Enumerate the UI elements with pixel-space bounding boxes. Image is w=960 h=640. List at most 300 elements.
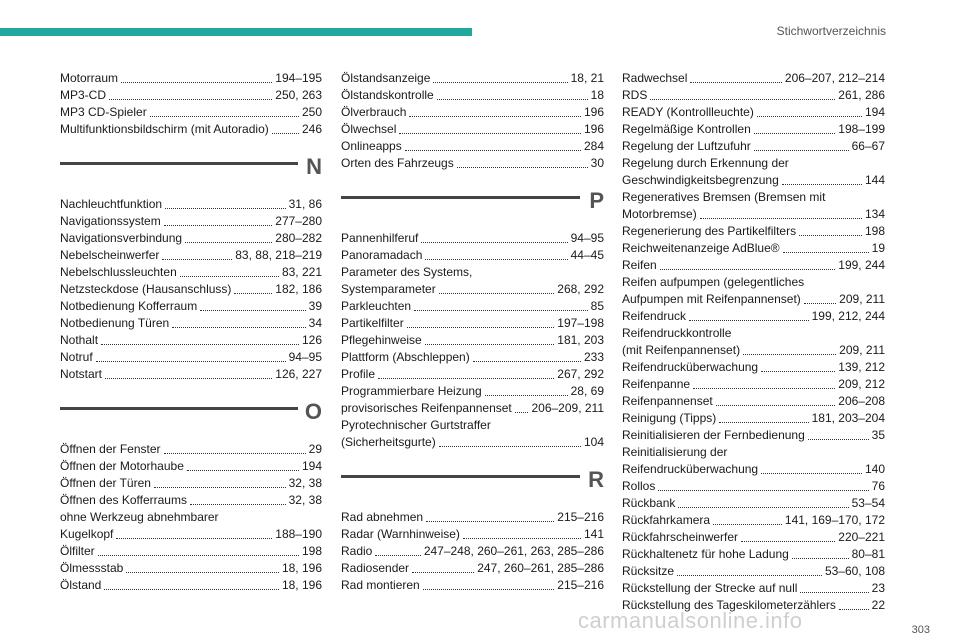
dot-leader <box>783 252 869 253</box>
entry-pages: 126, 227 <box>275 367 322 381</box>
index-entry[interactable] <box>341 400 604 417</box>
index-entry[interactable] <box>622 427 885 444</box>
entry-term: Rückfahrkamera <box>622 513 711 527</box>
index-entry[interactable] <box>60 315 322 332</box>
index-entry[interactable] <box>622 393 885 410</box>
dot-leader <box>172 327 305 328</box>
index-entry[interactable] <box>341 138 604 155</box>
entry-pages: 28, 69 <box>570 384 604 398</box>
entry-pages: 141 <box>583 527 604 541</box>
section-divider <box>60 407 298 410</box>
dot-leader <box>154 487 286 488</box>
index-entry[interactable] <box>60 230 322 247</box>
index-entry[interactable] <box>60 560 322 577</box>
index-entry[interactable] <box>622 70 885 87</box>
index-entry[interactable] <box>622 444 885 478</box>
dot-leader <box>378 378 554 379</box>
index-entry[interactable] <box>622 495 885 512</box>
page-title: Stichwortverzeichnis <box>776 24 886 38</box>
entry-term: Programmierbare Heizung <box>341 384 482 398</box>
dot-leader <box>677 575 822 576</box>
entry-term: Rückbank <box>622 496 676 510</box>
dot-leader <box>799 235 862 236</box>
dot-leader <box>234 293 272 294</box>
entry-term: Radar (Warnhinweise) <box>341 527 460 541</box>
dot-leader <box>425 344 555 345</box>
index-entry[interactable] <box>622 563 885 580</box>
dot-leader <box>437 99 588 100</box>
entry-pages: 206–209, 211 <box>531 401 604 415</box>
entry-pages: 280–282 <box>275 231 322 245</box>
index-entry[interactable] <box>341 349 604 366</box>
index-entry[interactable] <box>60 458 322 475</box>
dot-leader <box>200 310 305 311</box>
entry-term: Reinigung (Tipps) <box>622 411 717 425</box>
entry-term: Systemparameter <box>341 282 436 296</box>
dot-leader <box>101 344 299 345</box>
index-entry[interactable] <box>60 247 322 264</box>
entry-term: Motorbremse) <box>622 207 697 221</box>
entry-pages: 181, 203–204 <box>811 411 885 425</box>
entry-pages: 250, 263 <box>275 88 322 102</box>
entry-term-line: ohne Werkzeug abnehmbarer <box>60 510 219 524</box>
dot-leader <box>650 99 835 100</box>
entry-term: Öffnen der Türen <box>60 476 151 490</box>
entry-pages: 76 <box>871 479 885 493</box>
dot-leader <box>792 558 849 559</box>
index-entry[interactable] <box>341 560 604 577</box>
index-entry[interactable] <box>60 475 322 492</box>
entry-pages: 85 <box>590 299 604 313</box>
entry-term: Rückfahrscheinwerfer <box>622 530 739 544</box>
entry-pages: 198 <box>301 544 322 558</box>
entry-term: Notruf <box>60 350 93 364</box>
dot-leader <box>439 446 581 447</box>
index-entry[interactable] <box>622 529 885 546</box>
dot-leader <box>399 133 581 134</box>
entry-term: Ölfilter <box>60 544 95 558</box>
entry-pages: 83, 221 <box>281 265 322 279</box>
dot-leader <box>743 354 836 355</box>
entry-pages: 104 <box>583 435 604 449</box>
entry-term: MP3-CD <box>60 88 107 102</box>
entry-term: Regelung der Luftzufuhr <box>622 139 751 153</box>
dot-leader <box>98 555 299 556</box>
dot-leader <box>187 470 299 471</box>
dot-leader <box>719 422 808 423</box>
entry-pages: 206–208 <box>838 394 885 408</box>
dot-leader <box>689 320 809 321</box>
dot-leader <box>515 412 529 413</box>
entry-term: Reifenpanne <box>622 377 691 391</box>
entry-pages: 94–95 <box>288 350 322 364</box>
index-entry[interactable] <box>622 410 885 427</box>
entry-pages: 246 <box>301 122 322 136</box>
dot-leader <box>678 507 848 508</box>
entry-pages: 140 <box>864 462 885 476</box>
index-entry[interactable] <box>60 543 322 560</box>
entry-term: Reifendruck <box>622 309 687 323</box>
entry-term: Pflegehinweise <box>341 333 422 347</box>
dot-leader <box>693 388 835 389</box>
entry-pages: 22 <box>871 598 885 612</box>
index-entry[interactable] <box>60 213 322 230</box>
entry-term: Plattform (Abschleppen) <box>341 350 470 364</box>
entry-term: Navigationssystem <box>60 214 161 228</box>
entry-pages: 18, 21 <box>570 71 604 85</box>
entry-term: Nebelscheinwerfer <box>60 248 160 262</box>
index-entry[interactable] <box>341 526 604 543</box>
dot-leader <box>473 361 581 362</box>
entry-term: Ölwechsel <box>341 122 397 136</box>
index-entry[interactable] <box>622 257 885 274</box>
entry-pages: 53–60, 108 <box>824 564 885 578</box>
entry-pages: 196 <box>583 122 604 136</box>
entry-term: Notbedienung Türen <box>60 316 170 330</box>
entry-term: Nebelschlussleuchten <box>60 265 177 279</box>
entry-term: Rad abnehmen <box>341 510 424 524</box>
entry-pages: 247, 260–261, 285–286 <box>477 561 604 575</box>
header-accent-bar <box>0 28 472 36</box>
entry-term: Ölstand <box>60 578 102 592</box>
entry-term: Partikelfilter <box>341 316 404 330</box>
dot-leader <box>716 405 836 406</box>
entry-term: Netzsteckdose (Hausanschluss) <box>60 282 232 296</box>
entry-term: Rücksitze <box>622 564 675 578</box>
index-entry[interactable] <box>341 332 604 349</box>
entry-term: Navigationsverbindung <box>60 231 183 245</box>
entry-pages: 196 <box>583 105 604 119</box>
entry-term: Orten des Fahrzeugs <box>341 156 454 170</box>
entry-pages: 94–95 <box>570 231 604 245</box>
index-entry[interactable] <box>622 274 885 308</box>
entry-pages: 126 <box>301 333 322 347</box>
entry-term: Reifenpannenset <box>622 394 713 408</box>
section-header <box>60 154 322 192</box>
entry-term: Nothalt <box>60 333 99 347</box>
entry-term: Multifunktionsbildschirm (mit Autoradio) <box>60 122 269 136</box>
dot-leader <box>162 259 232 260</box>
section-header <box>60 399 322 437</box>
entry-term: Rückstellung des Tageskilometerzählers <box>622 598 836 612</box>
section-letter: N <box>306 154 322 179</box>
entry-term: Radwechsel <box>622 71 688 85</box>
entry-pages: 23 <box>871 581 885 595</box>
dot-leader <box>690 82 782 83</box>
index-column-3 <box>622 70 885 614</box>
entry-pages: 250 <box>301 105 322 119</box>
entry-pages: 18 <box>590 88 604 102</box>
dot-leader <box>150 116 299 117</box>
index-entry[interactable] <box>341 366 604 383</box>
index-entry[interactable] <box>60 281 322 298</box>
index-entry[interactable] <box>622 240 885 257</box>
index-entry[interactable] <box>622 478 885 495</box>
entry-pages: 31, 86 <box>288 197 322 211</box>
index-entry[interactable] <box>341 577 604 594</box>
index-entry[interactable] <box>622 155 885 189</box>
dot-leader <box>761 473 862 474</box>
dot-leader <box>116 538 272 539</box>
dot-leader <box>433 82 567 83</box>
entry-term: Öffnen der Motorhaube <box>60 459 184 473</box>
entry-pages: 34 <box>308 316 322 330</box>
dot-leader <box>405 150 581 151</box>
entry-term-line: Regelung durch Erkennung der <box>622 156 789 170</box>
dot-leader <box>439 293 555 294</box>
entry-pages: 32, 38 <box>288 476 322 490</box>
section-letter: O <box>304 399 322 424</box>
index-entry[interactable] <box>60 492 322 509</box>
dot-leader <box>126 572 279 573</box>
entry-pages: 220–221 <box>838 530 885 544</box>
index-entry[interactable] <box>622 512 885 529</box>
index-entry[interactable] <box>341 383 604 400</box>
dot-leader <box>104 589 279 590</box>
entry-term: Öffnen des Kofferraums <box>60 493 187 507</box>
index-entry[interactable] <box>60 87 322 104</box>
entry-pages: 30 <box>590 156 604 170</box>
section-header <box>341 188 604 226</box>
index-entry[interactable] <box>341 509 604 526</box>
entry-term: Radio <box>341 544 373 558</box>
dot-leader <box>782 184 862 185</box>
entry-term: Nachleuchtfunktion <box>60 197 163 211</box>
index-entry[interactable] <box>622 104 885 121</box>
entry-term-line: Parameter des Systems, <box>341 265 473 279</box>
entry-pages: 66–67 <box>851 139 885 153</box>
index-entry[interactable] <box>60 121 322 138</box>
entry-pages: 18, 196 <box>281 561 322 575</box>
dot-leader <box>109 99 272 100</box>
dot-leader <box>407 327 555 328</box>
entry-term: Rollos <box>622 479 656 493</box>
index-entry[interactable] <box>341 247 604 264</box>
entry-pages: 194 <box>864 105 885 119</box>
dot-leader <box>808 439 869 440</box>
entry-pages: 29 <box>308 442 322 456</box>
entry-pages: 83, 88, 218–219 <box>235 248 322 262</box>
dot-leader <box>839 609 869 610</box>
dot-leader <box>660 269 836 270</box>
entry-term: (Sicherheitsgurte) <box>341 435 436 449</box>
section-divider <box>341 196 580 199</box>
entry-term: MP3 CD-Spieler <box>60 105 147 119</box>
dot-leader <box>414 310 588 311</box>
dot-leader <box>757 116 862 117</box>
dot-leader <box>425 259 567 260</box>
entry-term: Reifendrucküberwachung <box>622 360 759 374</box>
entry-term: Reifendrucküberwachung <box>622 462 759 476</box>
dot-leader <box>423 589 555 590</box>
entry-term: Kugelkopf <box>60 527 114 541</box>
entry-term: Rückhaltenetz für hohe Ladung <box>622 547 789 561</box>
entry-term: Notstart <box>60 367 103 381</box>
entry-pages: 44–45 <box>570 248 604 262</box>
entry-pages: 284 <box>583 139 604 153</box>
entry-pages: 194 <box>301 459 322 473</box>
dot-leader <box>412 572 474 573</box>
index-entry[interactable] <box>60 264 322 281</box>
index-entry[interactable] <box>622 308 885 325</box>
index-entry[interactable] <box>622 121 885 138</box>
entry-term: Ölmessstab <box>60 561 124 575</box>
dot-leader <box>463 538 581 539</box>
watermark: carmanualsonline.info <box>578 608 803 633</box>
entry-term-line: Pyrotechnischer Gurtstraffer <box>341 418 491 432</box>
dot-leader <box>658 490 868 491</box>
entry-term: Notbedienung Kofferraum <box>60 299 198 313</box>
index-entry[interactable] <box>341 121 604 138</box>
entry-pages: 141, 169–170, 172 <box>784 513 885 527</box>
entry-term: provisorisches Reifenpannenset <box>341 401 512 415</box>
dot-leader <box>485 395 568 396</box>
index-entry[interactable] <box>622 376 885 393</box>
entry-pages: 209, 211 <box>839 343 885 357</box>
index-entry[interactable] <box>60 509 322 543</box>
dot-leader <box>421 242 567 243</box>
index-entry[interactable] <box>60 70 322 87</box>
index-entry[interactable] <box>341 70 604 87</box>
entry-pages: 267, 292 <box>557 367 604 381</box>
index-entry[interactable] <box>60 366 322 383</box>
index-entry[interactable] <box>60 104 322 121</box>
entry-term: Parkleuchten <box>341 299 412 313</box>
entry-pages: 19 <box>871 241 885 255</box>
dot-leader <box>426 521 554 522</box>
entry-pages: 206–207, 212–214 <box>784 71 885 85</box>
entry-term: (mit Reifenpannenset) <box>622 343 741 357</box>
entry-pages: 32, 38 <box>288 493 322 507</box>
index-entry[interactable] <box>341 315 604 332</box>
entry-term: Reifen <box>622 258 657 272</box>
entry-pages: 215–216 <box>557 510 604 524</box>
entry-term-line: Reifendruckkontrolle <box>622 326 732 340</box>
dot-leader <box>754 133 836 134</box>
entry-pages: 247–248, 260–261, 263, 285–286 <box>423 544 604 558</box>
entry-term: Regelmäßige Kontrollen <box>622 122 751 136</box>
dot-leader <box>164 225 273 226</box>
entry-pages: 188–190 <box>275 527 322 541</box>
index-column-1 <box>60 70 322 594</box>
entry-term: Ölstandskontrolle <box>341 88 434 102</box>
entry-term: Reinitialisieren der Fernbedienung <box>622 428 805 442</box>
entry-pages: 277–280 <box>275 214 322 228</box>
index-entry[interactable] <box>341 230 604 247</box>
entry-pages: 209, 212 <box>838 377 885 391</box>
entry-term-line: Reinitialisierung der <box>622 445 728 459</box>
index-entry[interactable] <box>622 87 885 104</box>
index-entry[interactable] <box>622 223 885 240</box>
index-entry[interactable] <box>341 543 604 560</box>
index-column-2 <box>341 70 604 594</box>
entry-pages: 261, 286 <box>838 88 885 102</box>
dot-leader <box>180 276 279 277</box>
entry-term: Aufpumpen mit Reifenpannenset) <box>622 292 801 306</box>
index-entry[interactable] <box>622 546 885 563</box>
entry-pages: 198 <box>864 224 885 238</box>
entry-term: Regenerierung des Partikelfilters <box>622 224 797 238</box>
entry-term-line: Reifen aufpumpen (gelegentliches <box>622 275 805 289</box>
dot-leader <box>165 208 286 209</box>
dot-leader <box>96 361 286 362</box>
entry-pages: 268, 292 <box>557 282 604 296</box>
index-entry[interactable] <box>622 189 885 223</box>
index-entry[interactable] <box>60 441 322 458</box>
index-entry[interactable] <box>60 349 322 366</box>
index-entry[interactable] <box>622 580 885 597</box>
dot-leader <box>190 504 286 505</box>
entry-term: Panoramadach <box>341 248 423 262</box>
index-entry[interactable] <box>60 196 322 213</box>
entry-term: Radiosender <box>341 561 410 575</box>
entry-pages: 39 <box>308 299 322 313</box>
dot-leader <box>185 242 272 243</box>
index-entry[interactable] <box>622 359 885 376</box>
dot-leader <box>272 133 299 134</box>
page-number: 303 <box>911 624 930 636</box>
index-entry[interactable] <box>622 325 885 359</box>
entry-pages: 199, 244 <box>838 258 885 272</box>
entry-pages: 197–198 <box>557 316 604 330</box>
entry-pages: 199, 212, 244 <box>811 309 885 323</box>
entry-pages: 35 <box>871 428 885 442</box>
index-entry[interactable] <box>341 155 604 172</box>
entry-pages: 182, 186 <box>275 282 322 296</box>
dot-leader <box>164 453 306 454</box>
entry-term: RDS <box>622 88 648 102</box>
index-entry[interactable] <box>60 577 322 594</box>
dot-leader <box>754 150 849 151</box>
dot-leader <box>741 541 835 542</box>
entry-term: Onlineapps <box>341 139 402 153</box>
entry-pages: 233 <box>583 350 604 364</box>
dot-leader <box>804 303 836 304</box>
index-entry[interactable] <box>622 138 885 155</box>
entry-pages: 134 <box>864 207 885 221</box>
index-entry[interactable] <box>341 417 604 451</box>
index-entry[interactable] <box>341 264 604 298</box>
entry-term: Ölverbrauch <box>341 105 407 119</box>
index-entry[interactable] <box>60 298 322 315</box>
index-entry[interactable] <box>341 298 604 315</box>
section-divider <box>341 475 580 478</box>
section-letter: R <box>588 467 604 492</box>
section-letter: P <box>589 188 604 213</box>
dot-leader <box>457 167 588 168</box>
entry-term: READY (Kontrollleuchte) <box>622 105 754 119</box>
dot-leader <box>375 555 420 556</box>
entry-pages: 215–216 <box>557 578 604 592</box>
index-entry[interactable] <box>341 87 604 104</box>
index-entry[interactable] <box>60 332 322 349</box>
entry-term: Öffnen der Fenster <box>60 442 161 456</box>
dot-leader <box>121 82 272 83</box>
entry-term: Geschwindigkeitsbegrenzung <box>622 173 779 187</box>
entry-pages: 194–195 <box>275 71 322 85</box>
entry-pages: 144 <box>864 173 885 187</box>
dot-leader <box>700 218 862 219</box>
entry-term: Rückstellung der Strecke auf null <box>622 581 798 595</box>
entry-pages: 53–54 <box>851 496 885 510</box>
section-divider <box>60 162 298 165</box>
dot-leader <box>761 371 835 372</box>
section-header <box>341 467 604 505</box>
dot-leader <box>800 592 868 593</box>
entry-term: Ölstandsanzeige <box>341 71 431 85</box>
index-entry[interactable] <box>341 104 604 121</box>
dot-leader <box>713 524 782 525</box>
